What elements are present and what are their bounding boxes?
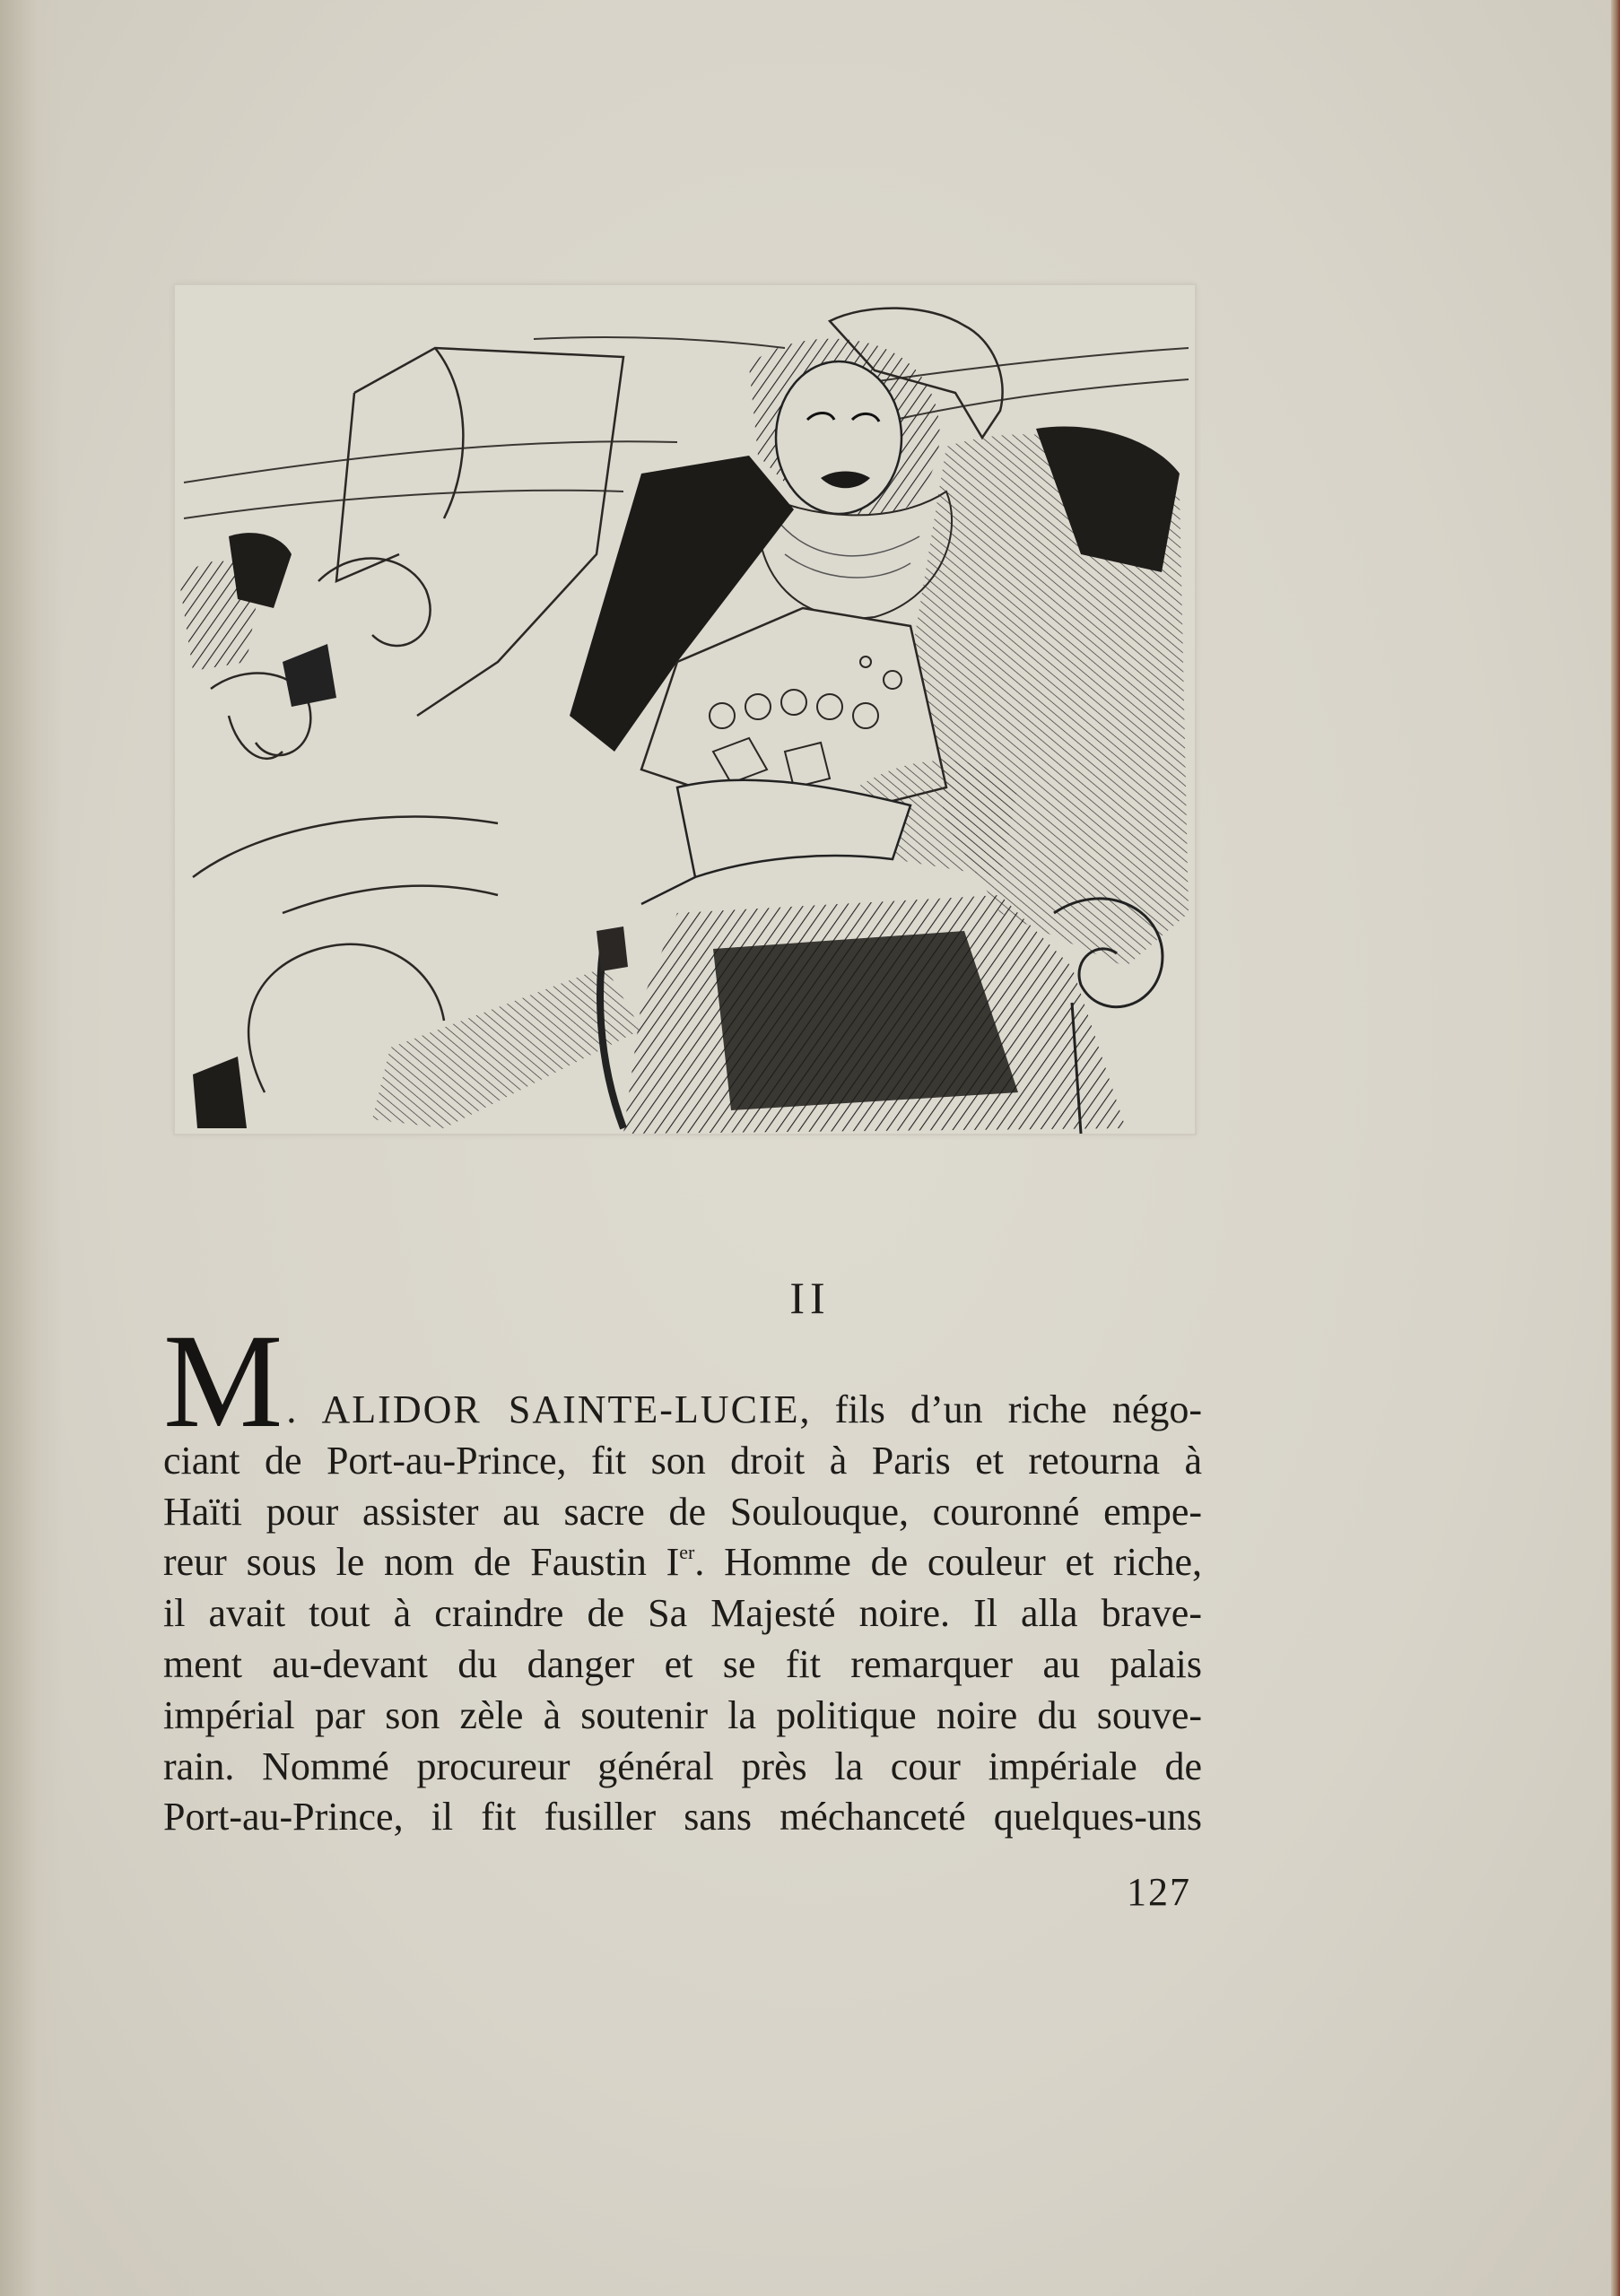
drop-cap: M <box>163 1307 283 1456</box>
text-line: rain. Nommé procureur général près la cour impériale de <box>163 1744 1202 1788</box>
name-small-caps: ALIDOR SAINTE-LUCIE <box>321 1387 800 1431</box>
etching-illustration <box>175 285 1195 1134</box>
page-number: 127 <box>1127 1870 1191 1914</box>
chapter-heading: II <box>789 1273 831 1323</box>
text-line: Port-au-Prince, il fit fusiller sans méchanceté quelques-uns <box>163 1795 1202 1839</box>
text-line: ment au-devant du danger et se fit remarquer au palais <box>163 1641 1202 1686</box>
text-line: ciant de Port-au-Prince, fit son droit à Paris et retourna à <box>163 1438 1202 1483</box>
text-line: Haïti pour assister au sacre de Soulouque, couronné empe- <box>163 1489 1202 1534</box>
page-edge <box>1611 0 1620 2296</box>
text-line: reur sous le nom de Faustin Ier. Homme de couleur et riche, <box>163 1540 1202 1585</box>
text-line: . ALIDOR SAINTE-LUCIE, fils d’un riche négo- <box>286 1387 1203 1431</box>
spine-shadow <box>0 0 63 2296</box>
text-line: impérial par son zèle à soutenir la politique noire du souve- <box>163 1692 1202 1737</box>
body-text <box>163 1307 1203 1843</box>
text-line: il avait tout à craindre de Sa Majesté noire. Il alla brave- <box>163 1591 1202 1636</box>
etching-drawing <box>175 285 1195 1134</box>
